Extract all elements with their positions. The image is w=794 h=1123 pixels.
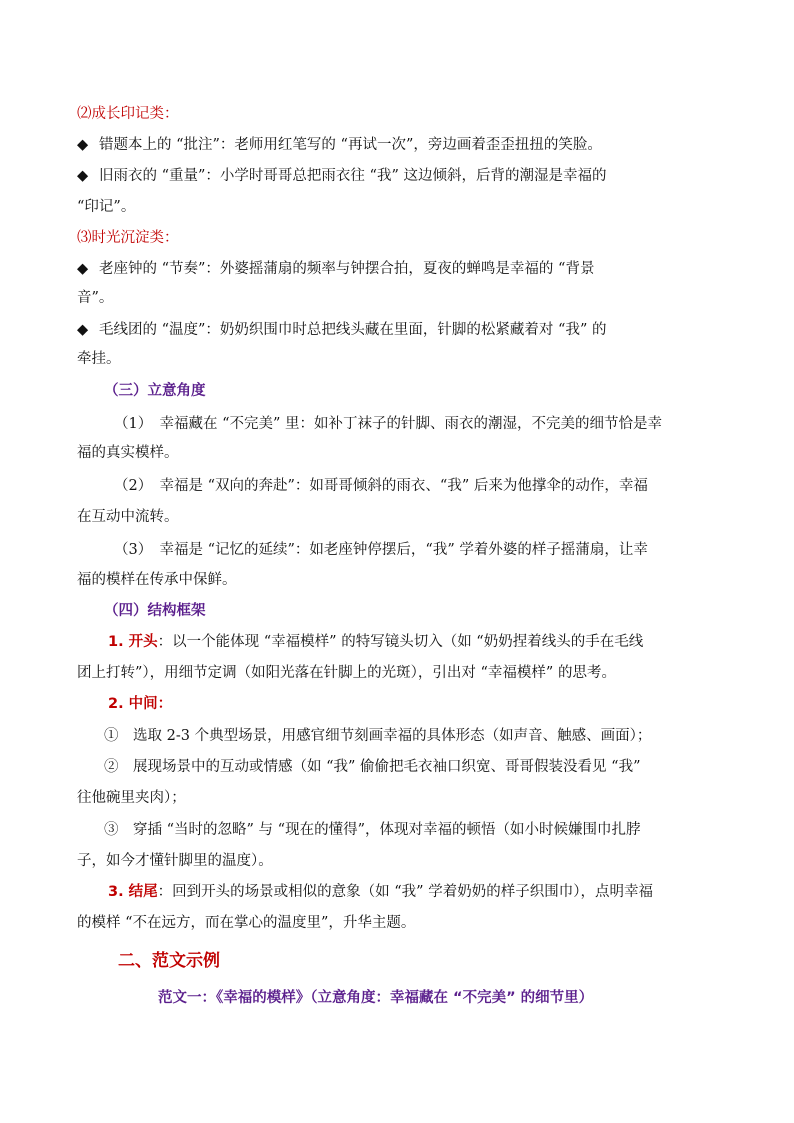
list-item-continuation: 音”。 (77, 290, 114, 306)
list-item-text: 老座钟的 “节奏”：外婆摇蒲扇的频率与钟摆合拍，夏夜的蝉鸣是幸福的 “背景 (99, 261, 595, 277)
paragraph-continuation: 福的真实模样。 (77, 445, 179, 461)
paragraph-continuation: 的模样 “不在远方，而在掌心的温度里”，升华主题。 (77, 915, 416, 931)
paragraph-continuation: 在互动中流转。 (77, 509, 179, 525)
list-item-text: 旧雨衣的 “重量”：小学时哥哥总把雨衣往 “我” 这边倾斜，后背的潮湿是幸福的 (99, 168, 607, 184)
list-item-continuation: 子，如今才懂针脚里的温度）。 (77, 853, 273, 869)
diamond-bullet-icon: ◆ (77, 261, 89, 277)
diamond-bullet-icon: ◆ (77, 137, 89, 153)
list-item-continuation: 牵挂。 (77, 351, 121, 367)
list-item: ① 选取 2-3 个典型场景，用感官细节刻画幸福的具体形态（如声音、触感、画面）； (104, 728, 652, 744)
sample-essay-title: 范文一：《幸福的模样》（立意角度：幸福藏在 “不完美” 的细节里） (158, 990, 594, 1006)
paragraph (108, 632, 728, 652)
paragraph-text: ：以一个能体现 “幸福模样” 的特写镜头切入（如 “奶奶捏着线头的手在毛线 (157, 634, 644, 650)
open-label: 1. 开头 (108, 634, 158, 650)
paragraph-continuation: 福的模样在传承中保鲜。 (77, 572, 237, 588)
paragraph-continuation: 团上打转”），用细节定调（如阳光落在针脚上的光斑），引出对 “幸福模样” 的思考。 (77, 665, 616, 681)
list-item (77, 166, 728, 186)
list-item (77, 135, 728, 155)
paragraph: （1） 幸福藏在 “不完美” 里：如补丁袜子的针脚、雨衣的潮湿，不完美的细节恰是幸 (114, 416, 663, 432)
list-item: ③ 穿插 “当时的忽略” 与 “现在的懂得”，体现对幸福的顿悟（如小时候嫌围巾扎脖 (104, 822, 641, 838)
list-item (77, 320, 728, 340)
middle-label: 2. 中间： (108, 696, 173, 712)
paragraph (108, 882, 728, 902)
list-item-text: 毛线团的 “温度”：奶奶织围巾时总把线头藏在里面，针脚的松紧藏着对 “我” 的 (99, 322, 607, 338)
structure-heading: （四）结构框架 (104, 603, 206, 619)
time-heading: ⑶时光沉淀类： (77, 230, 179, 246)
list-item-continuation: “印记”。 (77, 199, 136, 215)
end-label: 3. 结尾 (108, 884, 158, 900)
diamond-bullet-icon: ◆ (77, 168, 89, 184)
list-item-text: 错题本上的 “批注”：老师用红笔写的 “再试一次”，旁边画着歪歪扭扭的笑脸。 (99, 137, 602, 153)
angle-heading: （三）立意角度 (104, 383, 206, 399)
diamond-bullet-icon: ◆ (77, 322, 89, 338)
paragraph: （2） 幸福是 “双向的奔赴”：如哥哥倾斜的雨衣、“我” 后来为他撑伞的动作，幸福 (114, 478, 648, 494)
list-item (77, 259, 728, 279)
list-item: ② 展现场景中的互动或情感（如 “我” 偷偷把毛衣袖口织宽、哥哥假装没看见 “我” (104, 759, 641, 775)
section-title: 二、范文示例 (118, 951, 220, 971)
list-item-continuation: 往他碗里夹肉）； (77, 790, 186, 806)
paragraph-text: ：回到开头的场景或相似的意象（如 “我” 学着奶奶的样子织围巾），点明幸福 (157, 884, 653, 900)
growth-heading: ⑵成长印记类： (77, 106, 179, 122)
paragraph: （3） 幸福是 “记忆的延续”：如老座钟停摆后，“我” 学着外婆的样子摇蒲扇，让幸 (114, 542, 648, 558)
